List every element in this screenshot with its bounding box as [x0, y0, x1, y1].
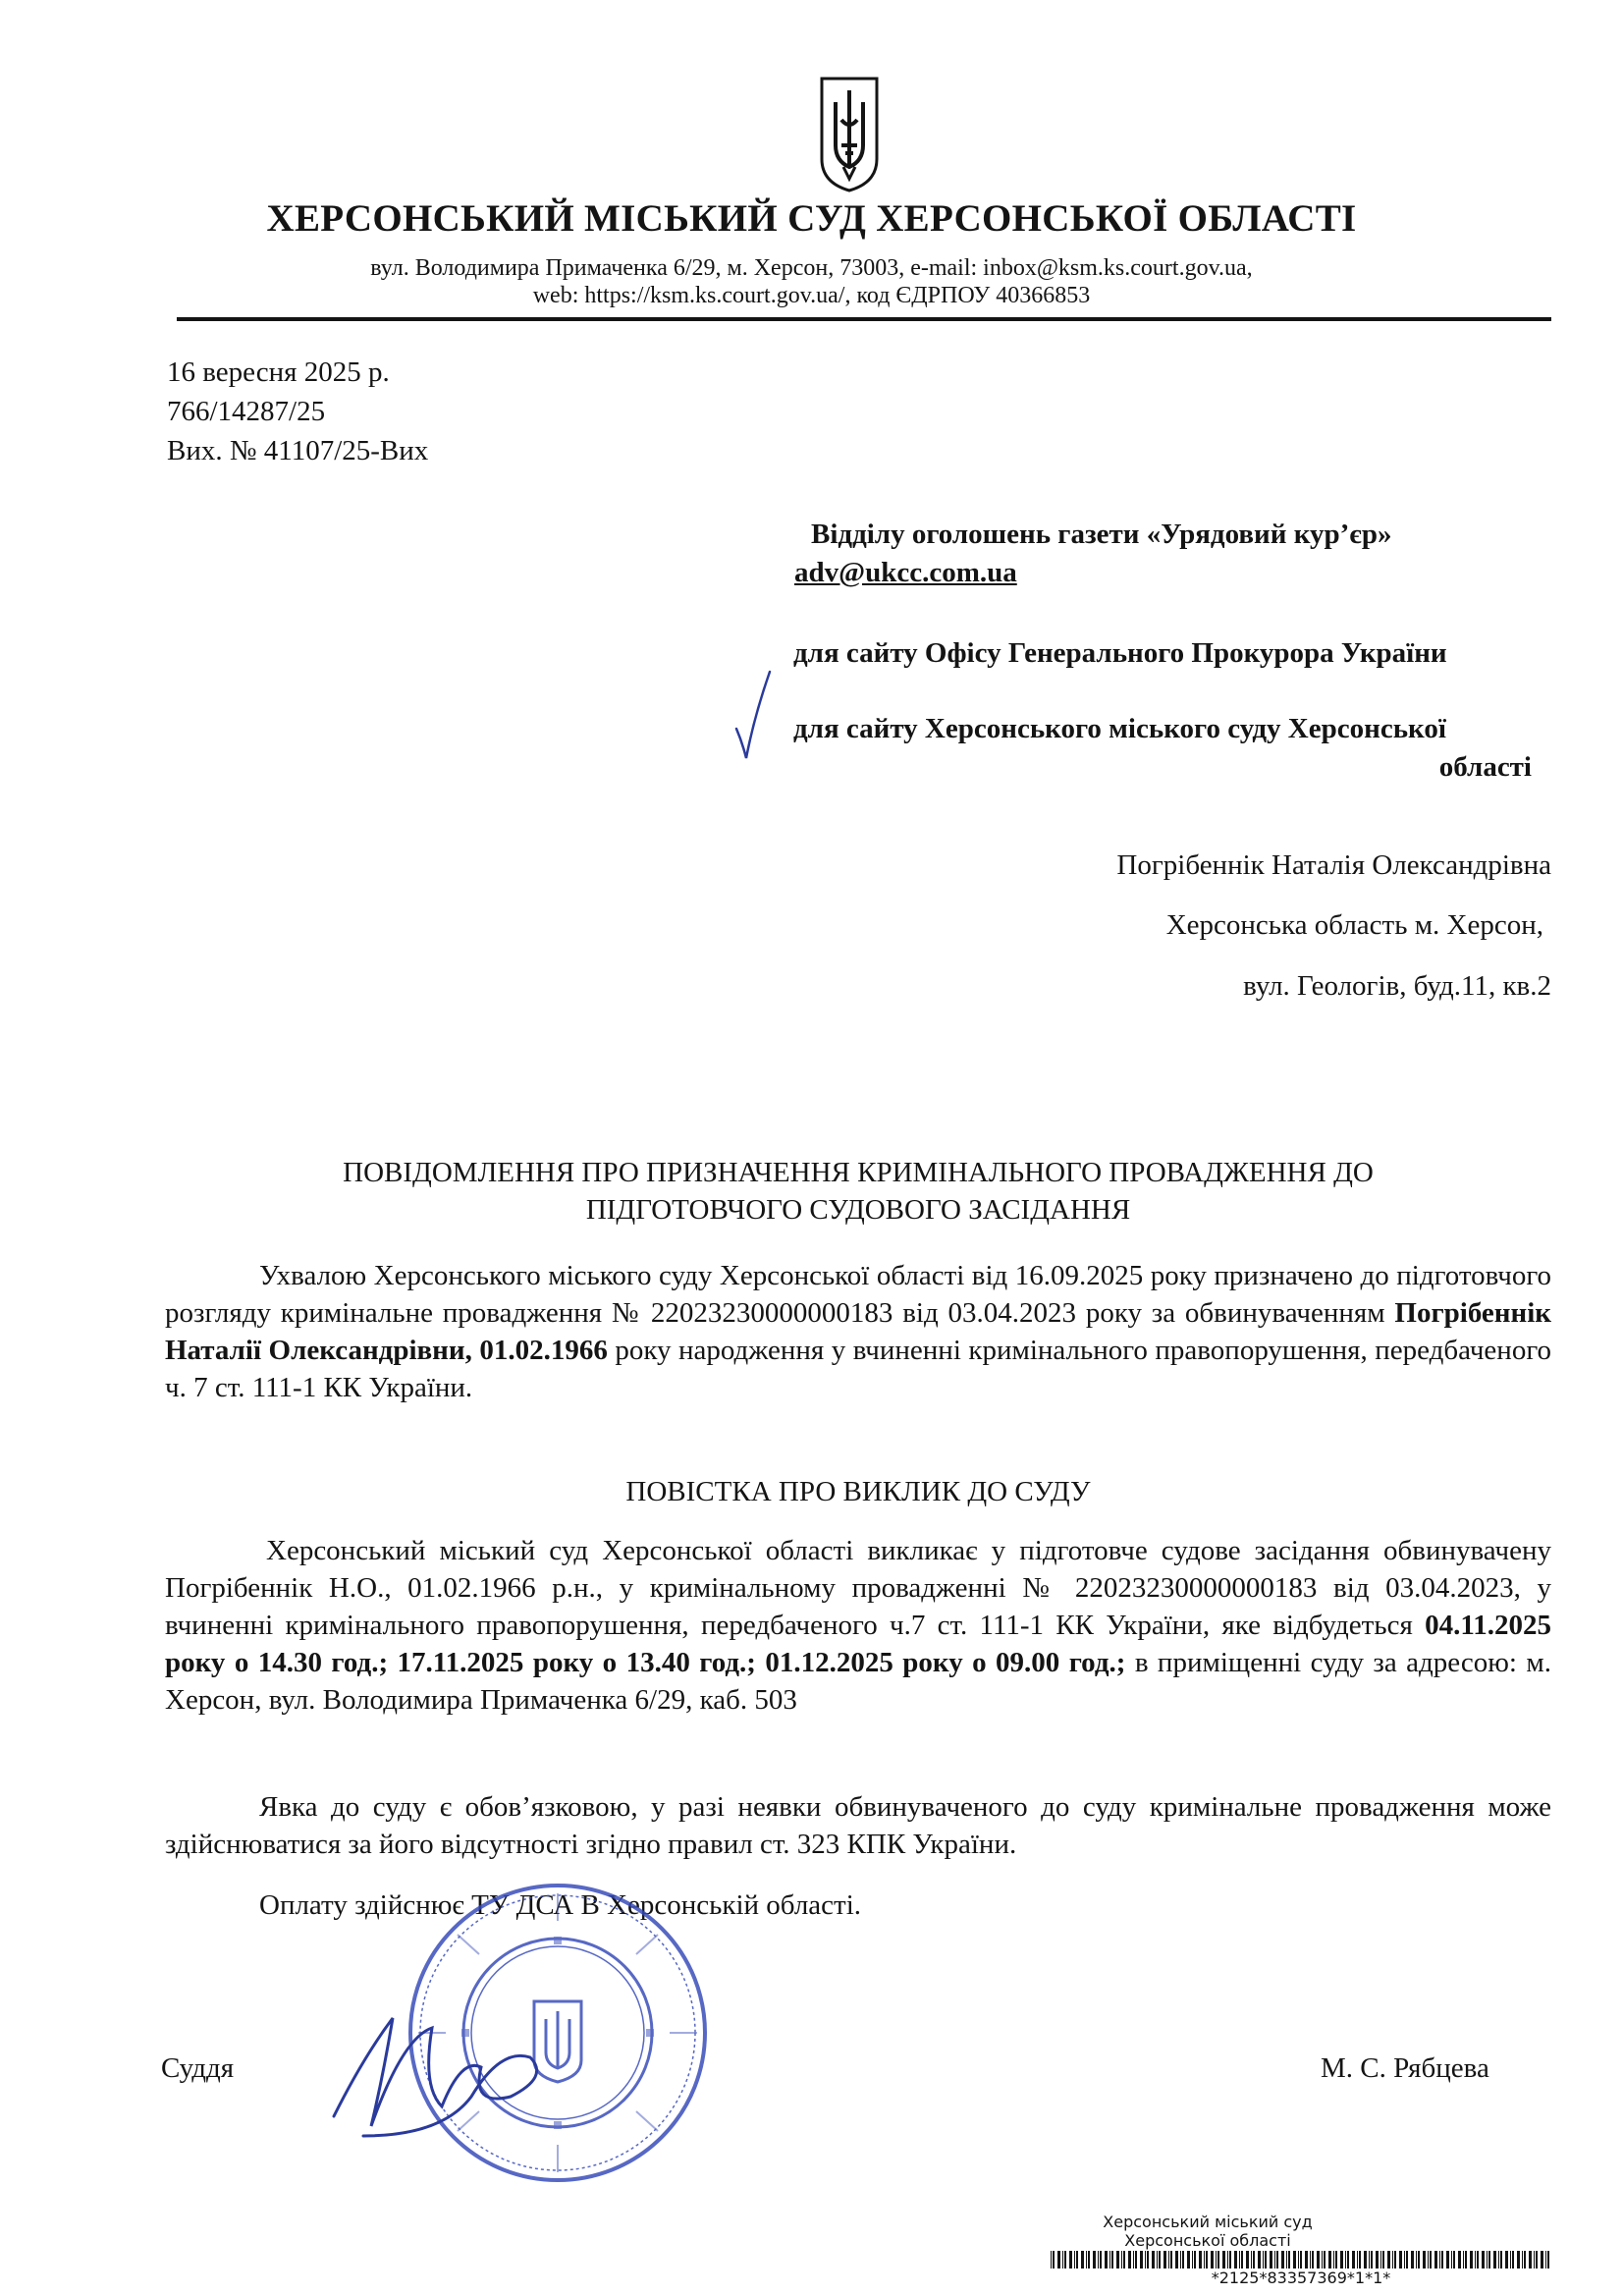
notice-title: ПОВІДОМЛЕННЯ ПРО ПРИЗНАЧЕННЯ КРИМІНАЛЬНОГО ПРОВАДЖЕННЯ ДО: [343, 1157, 1374, 1188]
header-divider: [177, 317, 1551, 321]
addressee-street: вул. Геологів, буд.11, кв.2: [1243, 970, 1551, 1002]
notice-text-end: року народження у вчиненні кримінального правопорушення, передбаченого ч. 7 ст. 111-1 КК України.: [165, 1335, 1551, 1403]
judge-name: М. С. Рябцева: [1321, 2052, 1489, 2084]
notice-paragraph: [165, 1257, 1551, 1406]
handwritten-checkmark-icon: [732, 668, 772, 766]
notice-text: Ухвалою Херсонського міського суду Херсонської області від 16.09.2025 року призначено до підготовчого розгляду кримінальне провадження № 22023230000000183 від 03.04.2023 року за обвинуваченням: [165, 1260, 1551, 1329]
addressee-name: Погрібеннік Наталія Олександрівна: [1116, 849, 1551, 881]
judge-label: Суддя: [161, 2052, 235, 2084]
court-address-line: вул. Володимира Примаченка 6/29, м. Херсон, 73003, e-mail: inbox@ksm.ks.court.gov.ua,: [370, 255, 1253, 281]
payment-paragraph: Оплату здійснює ТУ ДСА В Херсонській області.: [259, 1889, 862, 1921]
attendance-paragraph: Явка до суду є обов’язковою, у разі неявки обвинуваченого до суду кримінальне провадження може здійснюватися за його відсутності згідно правил ст. 323 КПК України.: [165, 1791, 1551, 1860]
recipient-email-link[interactable]: adv@ukcc.com.ua: [794, 557, 1017, 588]
document-date: 16 вересня 2025 р.: [167, 356, 390, 388]
recipient-court-site-cont: області: [1438, 751, 1532, 783]
notice-title-cont: ПІДГОТОВЧОГО СУДОВОГО ЗАСІДАННЯ: [585, 1194, 1131, 1226]
outgoing-number: Вих. № 41107/25-Вих: [167, 435, 429, 466]
recipient-prosecutor-site: для сайту Офісу Генерального Прокурора України: [793, 637, 1447, 669]
barcode-number: *2125*83357369*1*1*: [1211, 2269, 1391, 2287]
summons-text-end: в приміщенні суду за адресою: м. Херсон, вул. Володимира Примаченка 6/29, каб. 503: [165, 1647, 1551, 1716]
coat-of-arms-icon: [818, 73, 881, 194]
recipient-newspaper: Відділу оголошень газети «Урядовий кур’єр»: [811, 519, 1392, 550]
court-title: ХЕРСОНСЬКИЙ МІСЬКИЙ СУД ХЕРСОНСЬКОЇ ОБЛАСТІ: [266, 197, 1357, 240]
judge-signature: [324, 1998, 560, 2146]
summons-text: Херсонський міський суд Херсонської області викликає у підготовче судове засідання обвинувачену Погрібеннік Н.О., 01.02.1966 р.н., у кримінальному провадженні № 22023230000000183 від 03.04.2023, у вчиненні кримінального правопорушення, передбаченого ч.7 ст. 111-1 КК України, яке відбудеться: [165, 1535, 1551, 1641]
addressee-region: Херсонська область м. Херсон,: [1165, 909, 1543, 941]
summons-title: ПОВІСТКА ПРО ВИКЛИК ДО СУДУ: [625, 1476, 1091, 1507]
summons-paragraph: [165, 1532, 1551, 1719]
barcode-icon: [1051, 2251, 1551, 2269]
case-number: 766/14287/25: [167, 396, 326, 427]
accused-name-dob: Погрібеннік Наталії Олександрівни, 01.02.1966: [165, 1297, 1551, 1366]
hearing-dates: 04.11.2025 року о 14.30 год.; 17.11.2025 року о 13.40 год.; 01.12.2025 року о 09.00 год.;: [165, 1610, 1551, 1678]
barcode-caption-cont: Херсонської області: [1124, 2231, 1291, 2250]
recipient-court-site: для сайту Херсонського міського суду Херсонської: [793, 713, 1446, 744]
court-web-line: web: https://ksm.ks.court.gov.ua/, код ЄДРПОУ 40366853: [532, 283, 1091, 308]
barcode-caption: Херсонський міський суд: [1103, 2213, 1313, 2231]
